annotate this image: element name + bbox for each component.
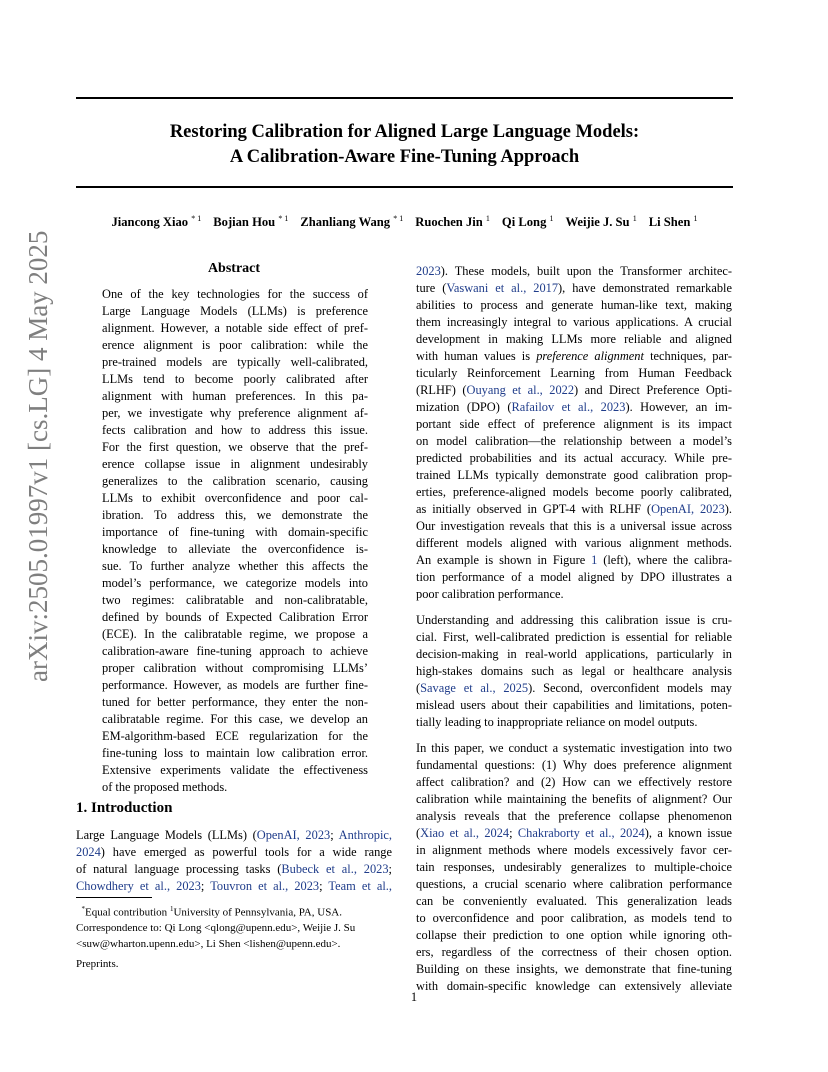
- body-line: 2023). These models, built upon the Transformer architec-: [416, 264, 732, 278]
- body-line: poor calibration performance.: [416, 587, 564, 601]
- abstract-line: tuned for better performance, they enter the non-: [102, 695, 368, 709]
- author: [566, 215, 637, 229]
- body-line: cial. First, well-calibrated prediction is essential for reliable: [416, 630, 732, 644]
- author-affiliation-mark: * 1: [191, 214, 202, 223]
- abstract-line: erence collapse issue in alignment undesirably: [102, 457, 368, 471]
- paragraph-gap: [416, 731, 732, 740]
- body-line: Understanding and addressing this calibration issue is cru-: [416, 613, 732, 627]
- author-name: Jiancong Xiao: [111, 215, 189, 230]
- author-name: Ruochen Jin: [415, 215, 483, 230]
- abstract-line: Extensive experiments validate the effectiveness: [102, 763, 368, 777]
- abstract-line: defined by bounds of Expected Calibration Error: [102, 610, 368, 624]
- citation-link[interactable]: Rafailov et al., 2023: [511, 400, 626, 414]
- body-line: different models aligned with various alignment methods.: [416, 536, 732, 550]
- author-name: Zhanliang Wang: [300, 215, 391, 230]
- intro-line: 2024) have emerged as powerful tools for a wide range: [76, 845, 392, 859]
- abstract-line: sue. To further analyze whether this affects the: [102, 559, 368, 573]
- body-line: development in making LLMs more reliable and aligned: [416, 332, 732, 346]
- body-line: affect calibration? and (2) How can we effectively restore: [416, 775, 732, 789]
- title-line-2: A Calibration-Aware Fine-Tuning Approach: [229, 147, 580, 167]
- body-line: decision-making in real-world applications, particularly in: [416, 647, 732, 661]
- body-line: Our investigation reveals that this is a universal issue across: [416, 519, 732, 533]
- author: [111, 215, 201, 229]
- body-line: with domain-specific knowledge can extensively alleviate: [416, 979, 732, 993]
- citation-link[interactable]: 2023: [416, 264, 441, 278]
- abstract-line: alignment with human preferences. In this pa-: [102, 389, 368, 403]
- body-line: fundamental questions: (1) Why does preference alignment: [416, 758, 732, 772]
- abstract-line: ibration. To address this, we demonstrate the: [102, 508, 368, 522]
- author-name: Qi Long: [501, 215, 547, 230]
- author-name: Bojian Hou: [213, 215, 276, 230]
- citation-link[interactable]: 2024: [76, 845, 101, 859]
- body-line: can be conveniently evaluated. This generalization leads: [416, 894, 732, 908]
- preprints-note: Preprints.: [76, 958, 119, 970]
- abstract-line: For the first question, we observe that the pref-: [102, 440, 368, 454]
- footnote-line: <suw@wharton.upenn.edu>, Li Shen <lishen@upenn.edu>.: [76, 937, 341, 950]
- abstract-line: importance of fine-tuning with domain-specific: [102, 525, 368, 539]
- page-number: 1: [410, 990, 418, 1004]
- body-line: (Savage et al., 2025). Second, overconfident models may: [416, 681, 733, 695]
- abstract-line: erence alignment is poor calibration: while the: [102, 338, 368, 352]
- citation-link[interactable]: Savage et al., 2025: [420, 681, 529, 695]
- citation-link[interactable]: Vaswani et al., 2017: [446, 281, 559, 295]
- citation-link[interactable]: Ouyang et al., 2022: [466, 383, 575, 397]
- citation-link[interactable]: OpenAI, 2023: [651, 502, 725, 516]
- body-line: mization (DPO) (Rafailov et al., 2023). However, an im-: [416, 400, 732, 414]
- abstract-line: performance. However, as models are further fine-: [102, 678, 368, 692]
- abstract-line: pre-trained models are typically well-calibrated,: [102, 355, 368, 369]
- abstract-body: [102, 286, 368, 796]
- body-line: collapse their prediction to one option while ignoring oth-: [416, 928, 732, 942]
- body-line: questions, a crucial scenario where calibration performance: [416, 877, 732, 891]
- author-affiliation-mark: 1: [693, 214, 698, 223]
- abstract-line: fects calibration and how to address this issue.: [102, 423, 368, 437]
- abstract-line: alignment. However, a notable side effect of pref-: [102, 321, 368, 335]
- abstract-line: calibration-aware fine-tuning approach to achieve: [102, 644, 368, 658]
- body-line: analysis reveals that the preference collapse phenomenon: [416, 809, 732, 823]
- footnote-rule: [76, 897, 152, 898]
- author-name: Li Shen: [648, 215, 691, 230]
- abstract-line: knowledge to alleviate the overconfidence is-: [102, 542, 368, 556]
- author-affiliation-mark: * 1: [278, 214, 289, 223]
- abstract-line: fine-tuning loss to maintain low calibration error.: [102, 746, 368, 760]
- citation-link[interactable]: Chowdhery et al., 2023: [76, 879, 201, 893]
- body-line: In this paper, we conduct a systematic investigation into two: [416, 741, 732, 755]
- abstract-line: (ECE). In the calibratable regime, we propose a: [102, 627, 368, 641]
- abstract-line: per, we investigate why preference alignment af-: [102, 406, 368, 420]
- body-line: predicted probabilities and its actual accuracy. While pre-: [416, 451, 732, 465]
- body-line: (RLHF) (Ouyang et al., 2022) and Direct Preference Opti-: [416, 383, 732, 397]
- citation-link[interactable]: Anthropic,: [338, 828, 392, 842]
- intro-line: Chowdhery et al., 2023; Touvron et al., 2023; Team et al.,: [76, 879, 392, 893]
- body-line: (Xiao et al., 2024; Chakraborty et al., 2024), a known issue: [416, 826, 733, 840]
- abstract-line: two regimes: calibratable and non-calibratable,: [102, 593, 368, 607]
- body-line: tially leading to inappropriate reliance on model outputs.: [416, 715, 698, 729]
- author-affiliation-mark: * 1: [393, 214, 404, 223]
- intro-line: of natural language processing tasks (Bubeck et al., 2023;: [76, 862, 392, 876]
- abstract-line: LLMs tend to become poorly calibrated after: [102, 372, 368, 386]
- citation-link[interactable]: Bubeck et al., 2023: [281, 862, 389, 876]
- paragraph-gap: [416, 603, 732, 612]
- bottom-rule-title: [76, 186, 733, 188]
- citation-link[interactable]: OpenAI, 2023: [256, 828, 331, 842]
- body-line: in alignment methods where models excessively favor cer-: [416, 843, 732, 857]
- abstract-line: proper calibration without compromising LLMs’: [102, 661, 368, 675]
- body-line: calibration while maintaining the benefits of alignment? Our: [416, 792, 732, 806]
- arxiv-stamp: arXiv:2505.01997v1 [cs.LG] 4 May 2025: [23, 230, 53, 682]
- body-line: ers, regardless of the correctness of their chosen option.: [416, 945, 732, 959]
- body-line: trained LLMs typically demonstrate good calibration prop-: [416, 468, 732, 482]
- body-line: Building on these insights, we demonstrate that fine-tuning: [416, 962, 732, 976]
- body-line: An example is shown in Figure 1 (left), where the calibra-: [416, 553, 732, 567]
- author-affiliation-mark: 1: [485, 214, 490, 223]
- body-line: as initially observed in GPT-4 with RLHF (OpenAI, 2023).: [416, 502, 733, 516]
- body-line: on model calibration—the relationship between a model’s: [416, 434, 732, 448]
- body-line: erties, preference-aligned models become poorly calibrated,: [416, 485, 732, 499]
- abstract-line: generalizes to the calibration scenario, causing: [102, 474, 368, 488]
- introduction-text: [76, 827, 392, 895]
- citation-link[interactable]: Chakraborty et al., 2024: [517, 826, 645, 840]
- author: [502, 215, 554, 229]
- footnote-line: Correspondence to: Qi Long <qlong@upenn.edu>, Weijie J. Su: [76, 922, 356, 935]
- abstract-line: model’s performance, we categorize models into: [102, 576, 368, 590]
- title-line-1: Restoring Calibration for Aligned Large Language Models:: [169, 122, 640, 142]
- body-line: tion performance of a model aligned by DPO illustrates a: [416, 570, 732, 584]
- abstract-line: of the proposed methods.: [102, 780, 228, 794]
- paper-title: [76, 120, 733, 170]
- body-line: abilities to process and generate human-like text, making: [416, 298, 732, 312]
- author: [649, 215, 698, 229]
- author: [300, 215, 403, 229]
- author-name: Weijie J. Su: [565, 215, 630, 230]
- footnote: [76, 902, 392, 952]
- author-affiliation-mark: 1: [549, 214, 554, 223]
- abstract-heading: Abstract: [207, 261, 261, 276]
- author-list: [76, 214, 733, 230]
- body-line: ticularly Reinforcement Learning from Human Feedback: [416, 366, 732, 380]
- body-line: to overconfidence and poor calibration, as models tend to: [416, 911, 732, 925]
- footnote-line: *Equal contribution $^1$University of Pennsylvania, PA, USA.: [81, 905, 343, 919]
- author: [213, 215, 288, 229]
- body-line: them increasingly integral to various applications. A crucial: [416, 315, 732, 329]
- section-heading-introduction: 1. Introduction: [76, 800, 173, 816]
- figure-link[interactable]: 1: [591, 553, 598, 567]
- author: [415, 215, 490, 229]
- abstract-line: EM-algorithm-based ECE regularization for the: [102, 729, 368, 743]
- right-column-text: [416, 263, 732, 995]
- body-line: ture (Vaswani et al., 2017), have demonstrated remarkable: [416, 281, 732, 295]
- abstract-line: LLMs to exhibit overconfidence and poor cal-: [102, 491, 368, 505]
- top-rule-thick: [76, 97, 733, 99]
- intro-line: Large Language Models (LLMs) (OpenAI, 2023; Anthropic,: [76, 828, 392, 842]
- abstract-line: calibratable regime. For this case, we develop an: [102, 712, 368, 726]
- abstract-line: Large Language Models (LLMs) is preference: [102, 304, 368, 318]
- body-line: portant side effect of preference alignment is its impact: [416, 417, 732, 431]
- body-line: with human values is preference alignment techniques, par-: [416, 349, 732, 363]
- citation-link[interactable]: Team et al.,: [328, 879, 392, 893]
- body-line: mislead users about their capabilities and limitations, poten-: [416, 698, 732, 712]
- citation-link[interactable]: Xiao et al., 2024: [420, 826, 510, 840]
- author-affiliation-mark: 1: [632, 214, 637, 223]
- body-line: tain responses, undesirably generalizes to multiple-choice: [416, 860, 732, 874]
- abstract-line: One of the key technologies for the success of: [102, 287, 368, 301]
- body-line: high-stakes domains such as legal or healthcare analysis: [416, 664, 732, 678]
- citation-link[interactable]: Touvron et al., 2023: [210, 879, 320, 893]
